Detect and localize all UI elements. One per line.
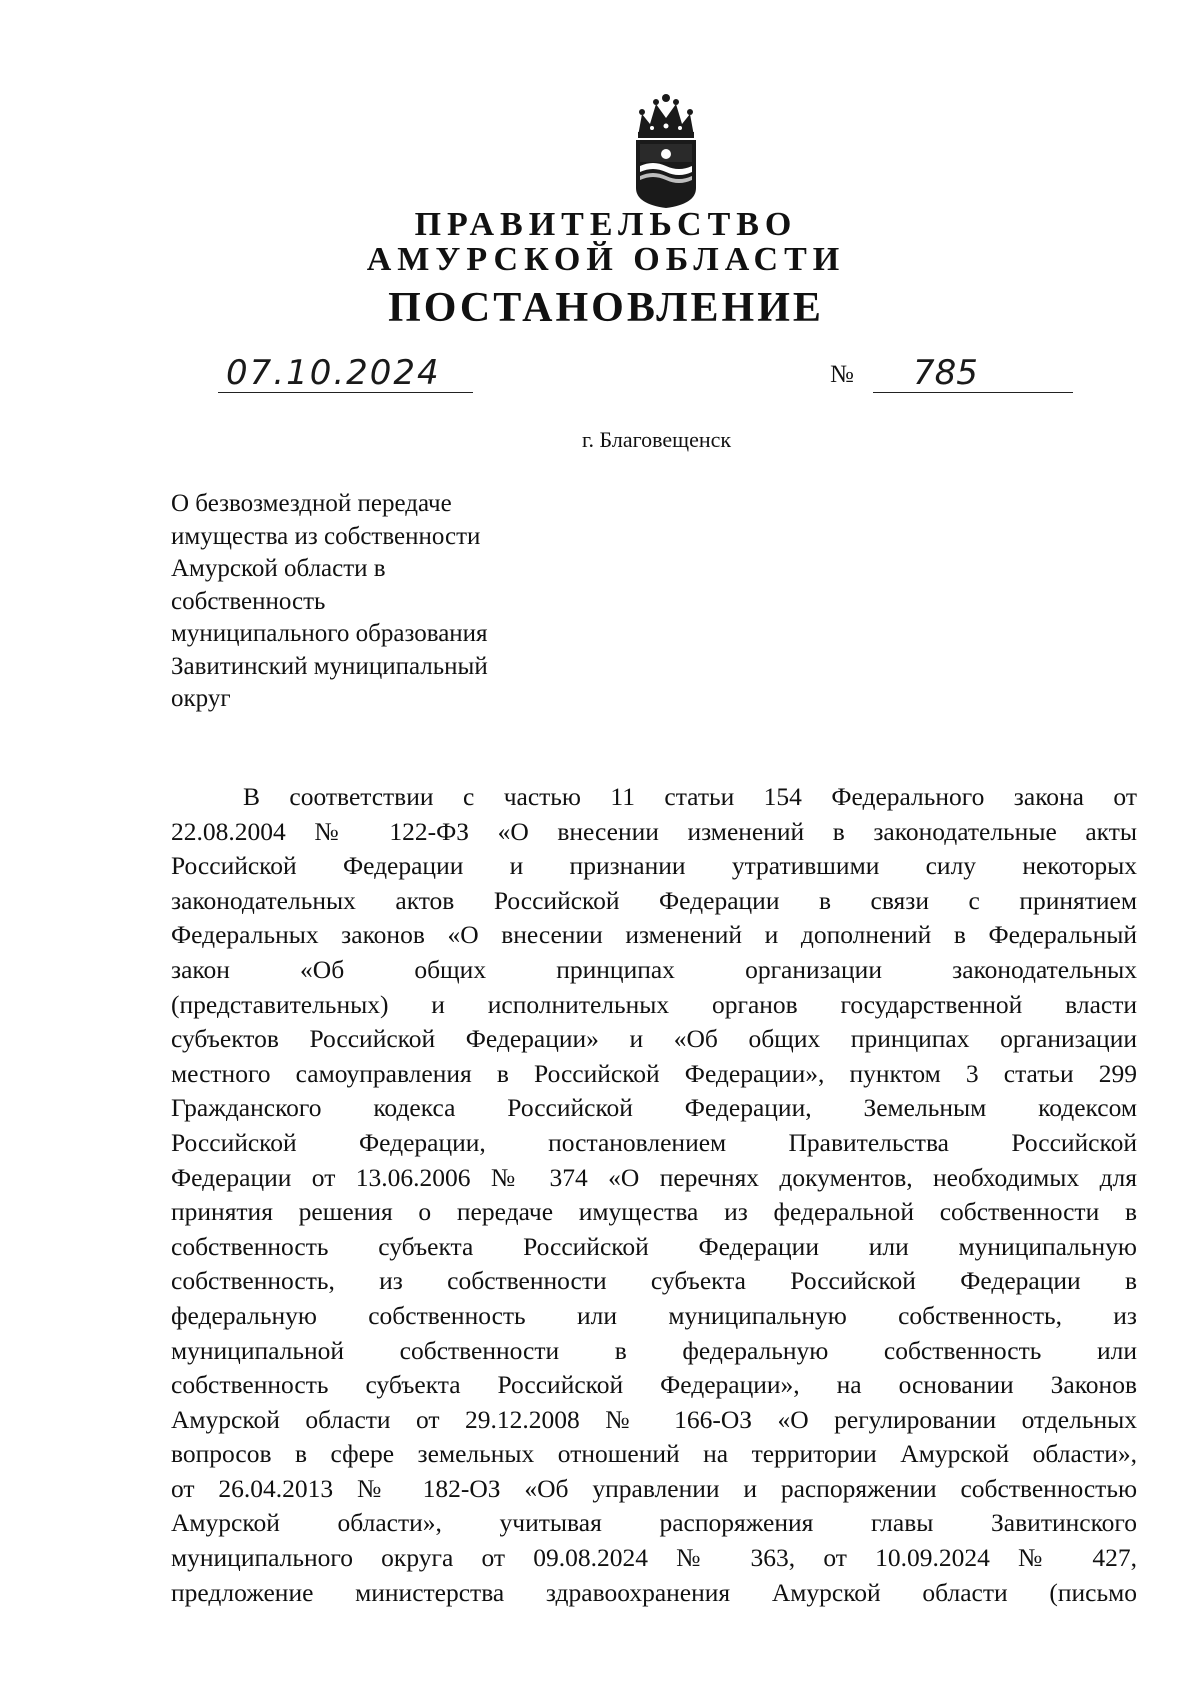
body-line: муниципального округа от 09.08.2024 № 363, от 10.09.2024 № 427, bbox=[171, 1543, 1137, 1573]
subject-line: имущества из собственности bbox=[171, 522, 481, 550]
document-body bbox=[171, 780, 1137, 1610]
subject-line: муниципального образования bbox=[171, 620, 488, 647]
body-line: Амурской области», учитывая распоряжения главы Завитинского bbox=[171, 1508, 1137, 1538]
organization-name-line2: АМУРСКОЙ ОБЛАСТИ bbox=[366, 241, 846, 278]
organization-name-line1: ПРАВИТЕЛЬСТВО bbox=[414, 206, 798, 243]
body-line: местного самоуправления в Российской Федерации», пунктом 3 статьи 299 bbox=[171, 1058, 1137, 1088]
document-date: 07.10.2024 bbox=[218, 353, 473, 393]
document-number: 785 bbox=[873, 353, 1073, 393]
body-line: В соответствии с частью 11 статьи 154 Федерального закона от bbox=[243, 782, 1137, 811]
number-label: № bbox=[830, 361, 854, 388]
body-line: Российской Федерации и признании утратившими силу некоторых bbox=[171, 851, 1137, 881]
body-line: собственность субъекта Российской Федерации или муниципальную bbox=[171, 1231, 1137, 1261]
body-line: 22.08.2004 № 122-ФЗ «О внесении изменений в законодательные акты bbox=[171, 816, 1137, 846]
body-line: предложение министерства здравоохранения Амурской области (письмо bbox=[171, 1577, 1137, 1607]
body-line: Федеральных законов «О внесении изменений и дополнений в Федеральный bbox=[171, 920, 1137, 950]
body-line: Российской Федерации, постановлением Правительства Российской bbox=[171, 1127, 1137, 1157]
body-line: Гражданского кодекса Российской Федерации, Земельным кодексом bbox=[171, 1093, 1137, 1123]
body-line: Амурской области от 29.12.2008 № 166-ОЗ «О регулировании отдельных bbox=[171, 1404, 1137, 1434]
body-line: Федерации от 13.06.2006 № 374 «О перечнях документов, необходимых для bbox=[171, 1162, 1137, 1192]
body-line: закон «Об общих принципах организации законодательных bbox=[171, 954, 1137, 984]
body-line: собственность, из собственности субъекта Российской Федерации в bbox=[171, 1266, 1137, 1296]
subject-line: О безвозмездной передаче bbox=[171, 490, 452, 517]
document-subject bbox=[171, 488, 591, 716]
subject-line: округ bbox=[171, 685, 231, 712]
subject-line: Завитинский муниципальный bbox=[171, 652, 488, 680]
body-line: законодательных актов Российской Федерации в связи с принятием bbox=[171, 885, 1137, 915]
body-line: (представительных) и исполнительных органов государственной власти bbox=[171, 989, 1137, 1019]
body-line: собственность субъекта Российской Федерации», на основании Законов bbox=[171, 1370, 1137, 1400]
body-line: субъектов Российской Федерации» и «Об общих принципах организации bbox=[171, 1024, 1137, 1054]
body-line: федеральную собственность или муниципальную собственность, из bbox=[171, 1300, 1137, 1330]
body-line: принятия решения о передаче имущества из федеральной собственности в bbox=[171, 1197, 1137, 1227]
body-line: муниципальной собственности в федеральную собственность или bbox=[171, 1335, 1137, 1365]
place-of-issue: г. Благовещенск bbox=[582, 427, 732, 452]
body-line: от 26.04.2013 № 182-ОЗ «Об управлении и распоряжении собственностью bbox=[171, 1473, 1137, 1503]
document-type: ПОСТАНОВЛЕНИЕ bbox=[388, 285, 824, 331]
subject-line: собственность bbox=[171, 587, 326, 615]
coat-of-arms-icon bbox=[628, 92, 704, 210]
body-line: вопросов в сфере земельных отношений на территории Амурской области», bbox=[171, 1439, 1137, 1469]
subject-line: Амурской области в bbox=[171, 555, 386, 582]
